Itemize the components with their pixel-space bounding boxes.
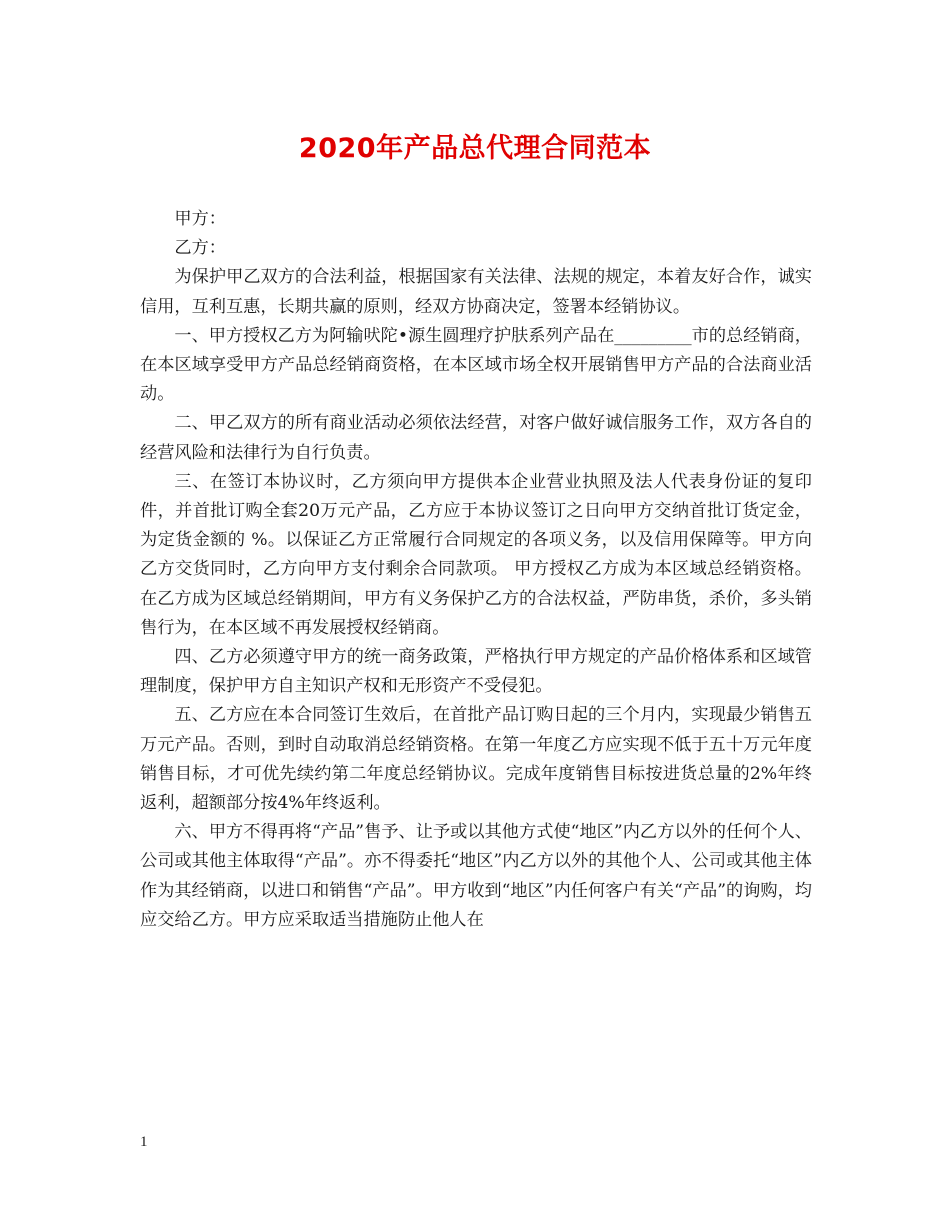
- page-number: 1: [140, 1134, 148, 1150]
- clause-2-paragraph: 二、甲乙双方的所有商业活动必须依法经营，对客户做好诚信服务工作，双方各自的经营风险和法律行为自行负责。: [140, 413, 812, 463]
- clause-5-paragraph: 五、乙方应在本合同签订生效后，在首批产品订购日起的三个月内，实现最少销售五万元产品。否则，到时自动取消总经销资格。在第一年度乙方应实现不低于五十万元年度销售目标，才可优先续约第二年度总经销协议。完成年度销售目标按进货总量的2%年终返利，超额部分按4%年终返利。: [140, 705, 812, 814]
- clause-4-paragraph: 四、乙方必须遵守甲方的统一商务政策，严格执行甲方规定的产品价格体系和区域管理制度，保护甲方自主知识产权和无形资产不受侵犯。: [140, 647, 812, 697]
- clause-1-paragraph: 一、甲方授权乙方为阿输吠陀•源生圆理疗护肤系列产品在_________市的总经销商，在本区域享受甲方产品总经销商资格，在本区域市场全权开展销售甲方产品的合法商业活动。: [140, 325, 812, 405]
- clause-6-paragraph: 六、甲方不得再将“产品”售予、让予或以其他方式使“地区”内乙方以外的任何个人、公司或其他主体取得“产品”。亦不得委托“地区”内乙方以外的其他个人、公司或其他主体作为其经销商，以进口和销售“产品”。甲方收到“地区”内任何客户有关“产品”的询购，均应交给乙方。甲方应采取适当措施防止他人在: [140, 822, 812, 930]
- party-b-line: 乙方：: [174, 238, 226, 259]
- document-body: [140, 205, 812, 935]
- party-a-line: 甲方：: [174, 209, 226, 229]
- document-title: 2020年产品总代理合同范本: [298, 133, 652, 164]
- preamble-paragraph: 为保护甲乙双方的合法利益，根据国家有关法律、法规的规定，本着友好合作，诚实信用，互利互惠，长期共赢的原则，经双方协商决定，签署本经销协议。: [140, 267, 812, 317]
- clause-3-paragraph: 三、在签订本协议时，乙方须向甲方提供本企业营业执照及法人代表身份证的复印件，并首批订购全套20万元产品，乙方应于本协议签订之日向甲方交纳首批订货定金，为定货金额的 %。以保证乙方正常履行合同规定的各项义务，以及信用保障等。甲方向乙方交货同时，乙方向甲方支付剩余合同款项。 甲方授权乙方成为本区域总经销资格。在乙方成为区域总经销期间，甲方有义务保护乙方的合法权益，严防串货，杀价，多头销售行为，在本区域不再发展授权经销商。: [140, 471, 812, 638]
